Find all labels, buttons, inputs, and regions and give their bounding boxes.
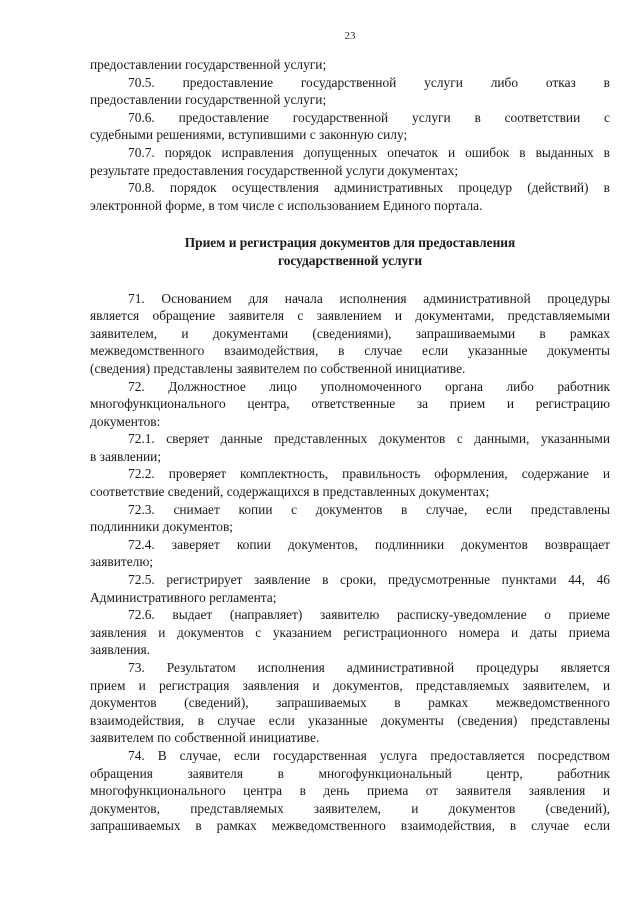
section-list-items (90, 56, 610, 214)
text-line: 73. Результатом исполнения административной процедуры является (128, 660, 610, 675)
text-line: судебными решениями, вступившими с законную силу; (90, 127, 408, 143)
text-line: соответствие сведений, содержащихся в представленных документах; (90, 484, 490, 500)
page-number: 23 (344, 30, 356, 42)
text-line: 71. Основанием для начала исполнения административной процедуры (128, 290, 610, 306)
text-line: межведомственного взаимодействия, в случае если указанные документы (90, 343, 610, 359)
section-heading-line-2: государственной услуги (277, 252, 423, 268)
text-line: многофункционального центра в день приема от заявителя заявления и (90, 783, 610, 799)
text-line: результате предоставления государственной услуги документах; (90, 162, 459, 178)
text-line: Административного регламента; (90, 589, 277, 605)
text-line: прием и регистрация заявления и документов, представляемых заявителем, и (90, 677, 610, 693)
text-line: документов, представляемых заявителем, и документов (сведений), (90, 800, 610, 816)
text-line: в заявлении; (90, 448, 162, 464)
text-line: предоставлении государственной услуги; (90, 57, 327, 72)
text-line: предоставлении государственной услуги; (90, 92, 327, 108)
text-line: обращения заявителя в многофункциональный центр, работник (90, 765, 610, 781)
text-line: 70.6. предоставление государственной услуги в соответствии с (128, 109, 610, 125)
text-line: 72. Должностное лицо уполномоченного органа либо работник (128, 378, 610, 394)
text-line: 70.8. порядок осуществления административных процедур (действий) в (128, 180, 610, 196)
text-line: 72.6. выдает (направляет) заявителю расписку-уведомление о приеме (128, 607, 610, 623)
text-line: заявителем, и документами (сведениями), запрашиваемыми в рамках (90, 325, 610, 341)
text-line: заявителем по собственной инициативе. (90, 730, 320, 746)
text-line: 70.7. порядок исправления допущенных опечаток и ошибок в выданных в (128, 144, 610, 160)
spacer (90, 214, 610, 234)
text-line: электронной форме, в том числе с использованием Единого портала. (90, 197, 483, 213)
text-line: заявления и документов с указанием регистрационного номера и даты приема (90, 624, 610, 640)
text-line: документов (сведений), запрашиваемых в рамках межведомственного (90, 695, 610, 711)
section-body-text (90, 290, 610, 835)
text-line: многофункционального центра, ответственные за прием и регистрацию (90, 396, 610, 412)
text-line: 70.5. предоставление государственной услуги либо отказ в (128, 74, 610, 90)
text-line: заявления. (90, 642, 151, 658)
section-heading-line-1: Прием и регистрация документов для предоставления (184, 235, 516, 251)
text-line: является обращение заявителя с заявлением и документами, представляемыми (90, 308, 610, 324)
text-line: 72.3. снимает копии с документов в случае, если представлены (128, 501, 610, 517)
text-line: (сведения) представлены заявителем по собственной инициативе. (90, 360, 466, 376)
spacer (90, 270, 610, 290)
text-line: 72.4. заверяет копии документов, подлинники документов возвращает (128, 536, 610, 552)
text-line: взаимодействия, в случае если указанные документы (сведения) представлены (90, 712, 610, 728)
text-line: 72.2. проверяет комплектность, правильность оформления, содержание и (128, 466, 610, 482)
text-line: 72.1. сверяет данные представленных документов с данными, указанными (128, 431, 610, 447)
text-line: документов: (90, 413, 161, 429)
document-page (90, 30, 610, 835)
text-line: запрашиваемых в рамках межведомственного взаимодействия, в случае если (90, 818, 610, 834)
text-line: 72.5. регистрирует заявление в сроки, предусмотренные пунктами 44, 46 (128, 572, 610, 588)
text-line: подлинники документов; (90, 519, 233, 535)
text-line: 74. В случае, если государственная услуга предоставляется посредством (128, 747, 610, 763)
text-line: заявителю; (90, 554, 154, 570)
